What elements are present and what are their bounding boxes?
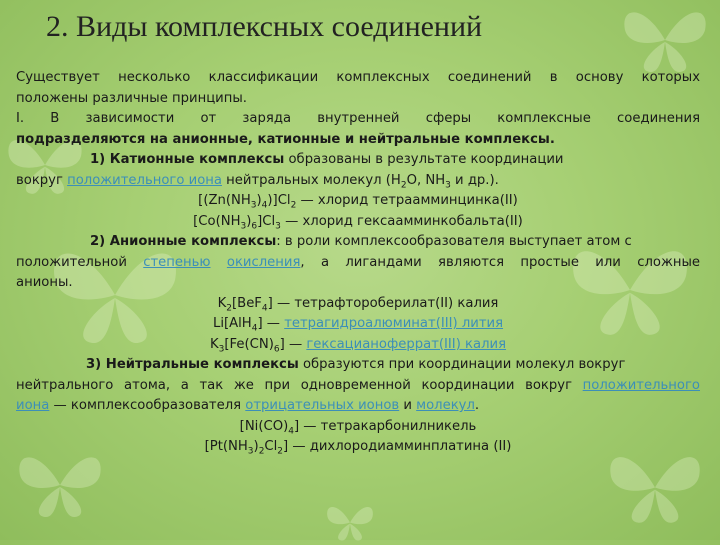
slide-title: 2. Виды комплексных соединений: [46, 10, 483, 43]
anionic-example-2: Li[AlH$_4$] — тетрагидроалюминат(III) лития: [212, 316, 504, 334]
neutral-line-2: нейтрального атома, а так же при одновременной координации вокруг положительного: [16, 377, 700, 393]
anionic-example-1: $K_2[BeF_4]$ — тетрафтороберилат(II) калия: [217, 295, 499, 314]
classification-line-2: подразделяются на анионные, катионные и нейтральные комплексы.: [16, 131, 555, 147]
anionic-line-1: 2) Анионные комплексы: в роли комплексообразователя выступает атом с: [90, 234, 632, 249]
intro-line-2: положены различные принципы.: [16, 90, 247, 106]
link-ion[interactable]: иона: [16, 398, 50, 413]
link-oxidation[interactable]: окисления: [226, 254, 301, 270]
intro-line-1: Существует несколько классификации комплексных соединений в основу которых: [16, 70, 700, 85]
butterfly-decoration-icon: [320, 500, 380, 545]
link-negative-ions[interactable]: отрицательных ионов: [245, 398, 400, 413]
neutral-example-2: $[Pt(NH_3)_2Cl_2]$ — дихлородиамминплатина (II): [204, 439, 512, 457]
anionic-example-3: $K_3[Fe(CN)_6]$ — гексацианоферрат(III) калия: [209, 336, 507, 355]
anionic-line-2: положительной степенью окисления, а лигандами являются простые или сложные: [16, 254, 700, 270]
cationic-line-1: 1) Катионные комплексы образованы в результате координации: [90, 152, 564, 167]
link-tetrahydroaluminate[interactable]: тетрагидроалюминат(III) лития: [284, 316, 504, 331]
link-positive-ion[interactable]: положительного иона: [67, 172, 222, 188]
anionic-heading: 2) Анионные комплексы: [90, 234, 277, 249]
classification-line-1: I. В зависимости от заряда внутренней сферы комплексные соединения: [16, 111, 700, 126]
cationic-heading: 1) Катионные комплексы: [90, 152, 285, 167]
neutral-line-1: 3) Нейтральные комплексы образуются при координации молекул вокруг: [86, 357, 626, 372]
link-molecules[interactable]: молекул: [416, 398, 475, 413]
link-hexacyanoferrate[interactable]: гексацианоферрат(III) калия: [306, 336, 507, 352]
link-positive[interactable]: положительного: [582, 377, 700, 393]
slide-body: [16, 68, 700, 458]
cationic-example-1: $[(Zn(NH_3)_4)]Cl_2$ — хлорид тетраамминцинка(II): [198, 193, 518, 211]
neutral-line-3: иона — комплексообразователя отрицательных ионов и молекул.: [16, 398, 480, 413]
anionic-line-3: анионы.: [16, 275, 73, 290]
neutral-heading: 3) Нейтральные комплексы: [86, 357, 299, 372]
neutral-example-1: $[Ni(CO)_4]$ — тетракарбонилникель: [239, 418, 477, 437]
link-degree[interactable]: степенью: [143, 254, 211, 270]
cationic-line-2: вокруг положительного иона нейтральных молекул ($H_2O$, $NH_3$ и др.).: [16, 172, 499, 191]
cationic-example-2: $[Co(NH_3)_6]Cl_3$ — хлорид гексаамминкобальта(II): [193, 213, 523, 232]
